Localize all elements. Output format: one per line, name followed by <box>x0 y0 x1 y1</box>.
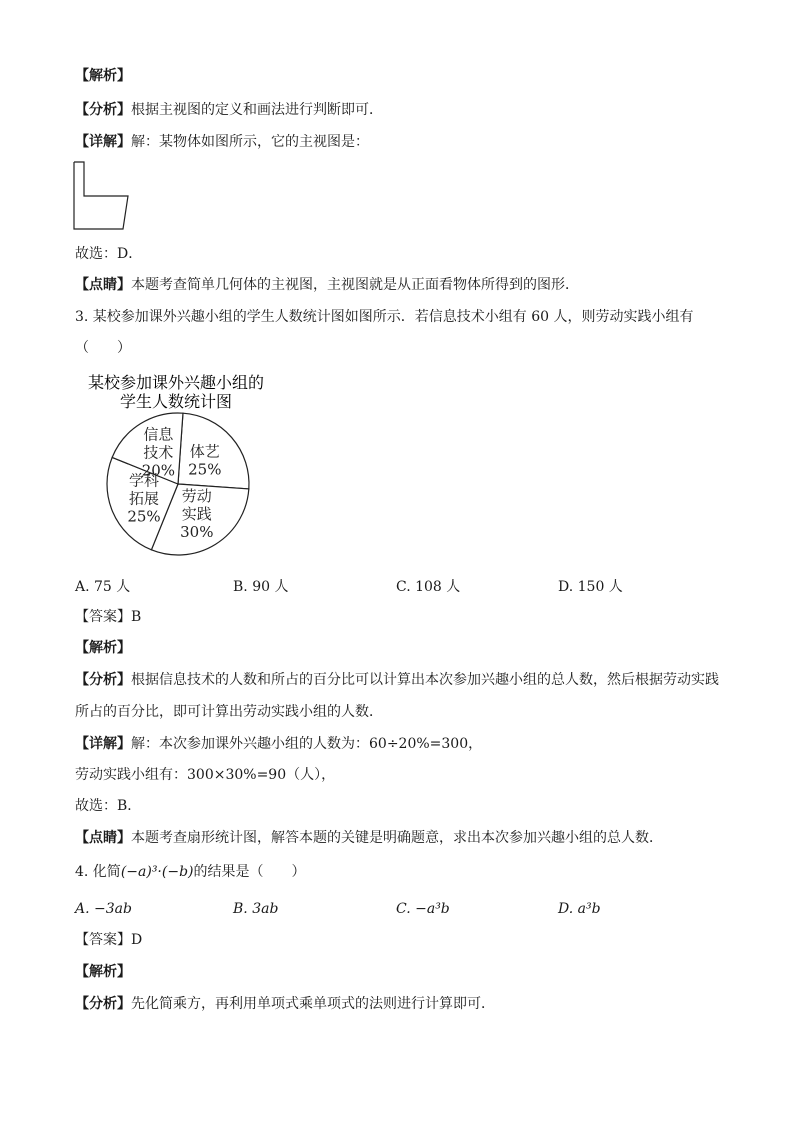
q3-fenxi-tag: 【分析】 <box>75 672 131 688</box>
pie-chart <box>70 368 290 568</box>
q3-choice: 故选：B． <box>75 798 142 814</box>
front-view-figure <box>72 160 132 232</box>
pie-slice-label: 信息 <box>143 425 174 444</box>
pie-slice-label: 体艺 <box>189 442 220 461</box>
q2-dianjing <box>75 275 579 295</box>
q3-dianjing-text: 本题考查扇形统计图，解答本题的关键是明确题意，求出本次参加兴趣小组的总人数． <box>131 830 663 846</box>
q4-stem-suffix: 的结果是（ ） <box>193 864 306 880</box>
q2-fenxi <box>75 100 383 120</box>
q4-option-d: D. a³b <box>558 901 601 917</box>
chart-title-line2: 学生人数统计图 <box>119 392 233 411</box>
pie-slice-label: 学科 <box>128 471 160 490</box>
q2-xiangjie-tag: 【详解】 <box>75 134 131 150</box>
q3-fenxi-line1 <box>75 670 719 690</box>
q4-option-a: A. −3ab <box>75 901 132 917</box>
q4-stem-prefix: 4. 化简 <box>75 864 121 880</box>
q3-option-a: A. 75 人 <box>75 579 131 595</box>
q3-xiangjie-text: 解：本次参加课外兴趣小组的人数为：60÷20%=300， <box>131 736 483 752</box>
q2-choice: 故选：D． <box>75 246 143 262</box>
q4-fenxi-tag: 【分析】 <box>75 996 131 1012</box>
q4-answer: 【答案】D <box>75 932 143 948</box>
q3-option-b: B. 90 人 <box>233 579 289 595</box>
q4-fenxi <box>75 994 495 1014</box>
q3-option-d: D. 150 人 <box>558 579 623 595</box>
q2-dianjing-text: 本题考查简单几何体的主视图，主视图就是从正面看物体所得到的图形． <box>131 277 579 293</box>
q2-fenxi-text: 根据主视图的定义和画法进行判断即可． <box>131 102 383 118</box>
q3-stem-line2: （ ） <box>75 340 131 356</box>
q2-fenxi-tag: 【分析】 <box>75 102 131 118</box>
q3-answer: 【答案】B <box>75 609 142 625</box>
chart-title-line1: 某校参加课外兴趣小组的 <box>87 373 265 392</box>
q3-stem-line1: 3. 某校参加课外兴趣小组的学生人数统计图如图所示．若信息技术小组有 60 人，则劳动实践小组有 <box>75 309 694 325</box>
q3-dianjing <box>75 828 663 848</box>
q4-stem-expression: (−a)³·(−b) <box>120 864 194 880</box>
q4-analysis-heading: 【解析】 <box>75 964 131 980</box>
q2-xiangjie-text: 解：某物体如图所示，它的主视图是： <box>131 134 369 150</box>
pie-slice-label: 劳动 <box>181 487 212 506</box>
q2-analysis-heading: 【解析】 <box>75 68 131 84</box>
q3-xiangjie-line1 <box>75 734 482 754</box>
front-view-outline <box>74 162 128 229</box>
pie-slice-percent: 25% <box>127 507 161 526</box>
q2-dianjing-tag: 【点睛】 <box>75 277 131 293</box>
pie-slice-label: 实践 <box>181 505 212 524</box>
q2-xiangjie <box>75 132 369 152</box>
pie-slice-percent: 25% <box>188 460 222 479</box>
q3-fenxi-text: 根据信息技术的人数和所占的百分比可以计算出本次参加兴趣小组的总人数，然后根据劳动实践 <box>131 672 719 688</box>
q3-analysis-heading: 【解析】 <box>75 640 131 656</box>
q4-stem <box>75 862 306 882</box>
q4-fenxi-text: 先化简乘方，再利用单项式乘单项式的法则进行计算即可． <box>131 996 495 1012</box>
pie-slice-label: 技术 <box>143 443 174 462</box>
q3-dianjing-tag: 【点睛】 <box>75 830 131 846</box>
pie-slice-percent: 20% <box>141 461 176 480</box>
q3-xiangjie-line2: 劳动实践小组有：300×30%=90（人）， <box>75 767 336 783</box>
q3-option-c: C. 108 人 <box>396 579 461 595</box>
q3-fenxi-line2: 所占的百分比，即可计算出劳动实践小组的人数． <box>75 704 383 720</box>
q4-option-c: C. −a³b <box>396 901 450 917</box>
q4-option-b: B. 3ab <box>233 901 279 917</box>
q3-xiangjie-tag: 【详解】 <box>75 736 131 752</box>
pie-slice-label: 拓展 <box>128 489 160 508</box>
pie-slice-percent: 30% <box>180 523 214 542</box>
